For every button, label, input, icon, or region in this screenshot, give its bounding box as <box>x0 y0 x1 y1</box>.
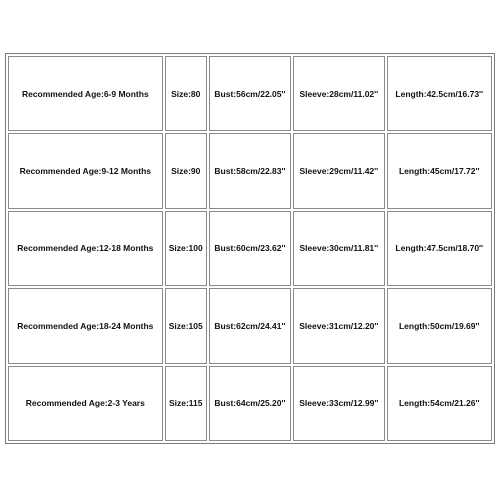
size-chart-table <box>5 53 495 444</box>
size-cell: Size:115 <box>165 366 207 441</box>
bust-cell: Bust:64cm/25.20'' <box>209 366 291 441</box>
length-cell: Length:45cm/17.72'' <box>387 133 492 208</box>
table-row <box>8 133 492 208</box>
age-cell: Recommended Age:6-9 Months <box>8 56 163 131</box>
age-cell: Recommended Age:9-12 Months <box>8 133 163 208</box>
sleeve-cell: Sleeve:29cm/11.42'' <box>293 133 384 208</box>
size-cell: Size:105 <box>165 288 207 363</box>
length-cell: Length:54cm/21.26'' <box>387 366 492 441</box>
size-cell: Size:100 <box>165 211 207 286</box>
age-cell: Recommended Age:2-3 Years <box>8 366 163 441</box>
table-row <box>8 366 492 441</box>
bust-cell: Bust:56cm/22.05'' <box>209 56 291 131</box>
bust-cell: Bust:62cm/24.41'' <box>209 288 291 363</box>
age-cell: Recommended Age:18-24 Months <box>8 288 163 363</box>
age-cell: Recommended Age:12-18 Months <box>8 211 163 286</box>
length-cell: Length:50cm/19.69'' <box>387 288 492 363</box>
length-cell: Length:47.5cm/18.70'' <box>387 211 492 286</box>
table-row <box>8 288 492 363</box>
sleeve-cell: Sleeve:33cm/12.99'' <box>293 366 384 441</box>
size-cell: Size:80 <box>165 56 207 131</box>
bust-cell: Bust:58cm/22.83'' <box>209 133 291 208</box>
length-cell: Length:42.5cm/16.73'' <box>387 56 492 131</box>
sleeve-cell: Sleeve:30cm/11.81'' <box>293 211 384 286</box>
sleeve-cell: Sleeve:31cm/12.20'' <box>293 288 384 363</box>
size-cell: Size:90 <box>165 133 207 208</box>
sleeve-cell: Sleeve:28cm/11.02'' <box>293 56 384 131</box>
table-row <box>8 56 492 131</box>
bust-cell: Bust:60cm/23.62'' <box>209 211 291 286</box>
table-row <box>8 211 492 286</box>
